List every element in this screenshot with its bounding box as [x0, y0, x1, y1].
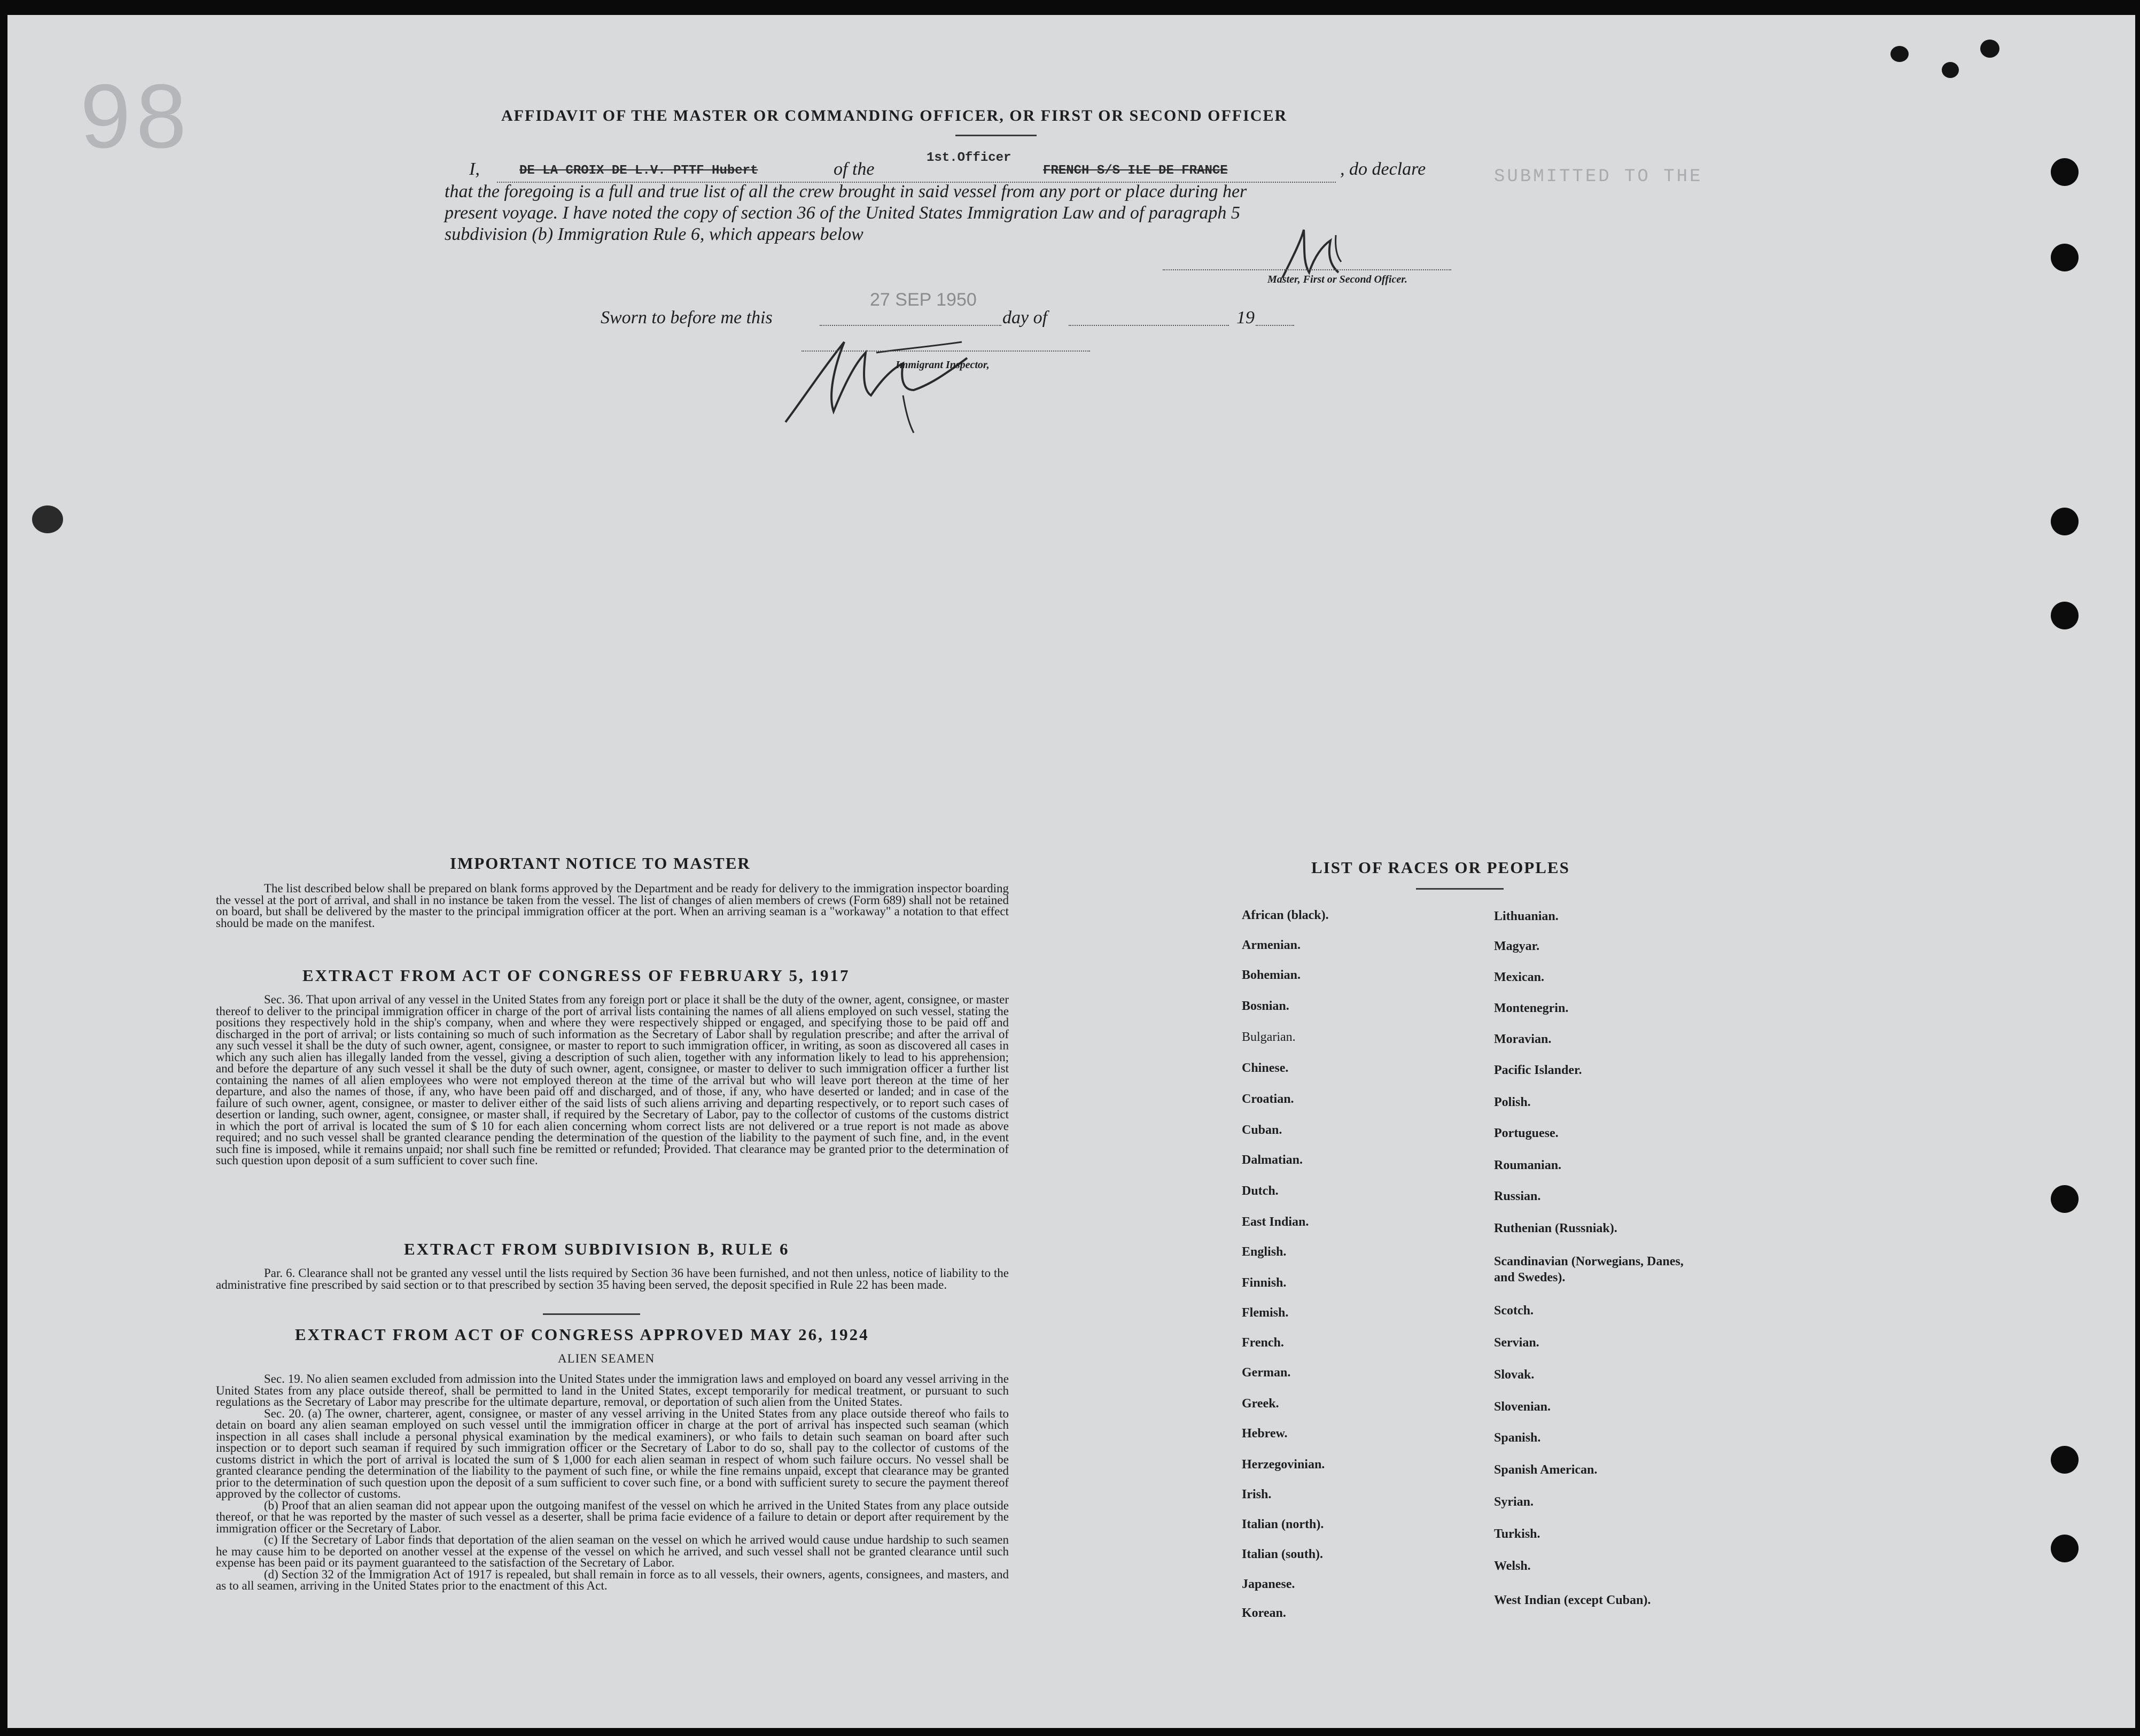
race-right: Spanish American. — [1494, 1463, 1598, 1477]
race-right: Moravian. — [1494, 1032, 1552, 1046]
race-left: Dalmatian. — [1242, 1153, 1303, 1167]
punch-hole — [2051, 1185, 2079, 1213]
sworn-label: Sworn to before me this — [601, 308, 773, 328]
ghost-number: 98 — [80, 66, 192, 167]
race-left: Irish. — [1242, 1488, 1272, 1501]
race-left: French. — [1242, 1336, 1284, 1350]
title-underline — [955, 135, 1037, 136]
faint-stamp: SUBMITTED TO THE — [1494, 167, 1703, 187]
race-left: African (black). — [1242, 908, 1329, 922]
race-right: Polish. — [1494, 1095, 1531, 1109]
sworn-month-line — [1069, 325, 1229, 326]
notice-title: IMPORTANT NOTICE TO MASTER — [450, 854, 751, 873]
extract-1924-text — [216, 1373, 1009, 1592]
punch-hole — [2051, 1446, 2079, 1474]
race-right: West Indian (except Cuban). — [1494, 1593, 1651, 1607]
affidavit-line-4: subdivision (b) Immigration Rule 6, which appears below — [445, 224, 863, 244]
race-right: Montenegrin. — [1494, 1001, 1569, 1015]
race-right: Scandinavian (Norwegians, Danes, and Swedes). — [1494, 1255, 1684, 1285]
sec-20b-paragraph: (b) Proof that an alien seaman did not appear upon the outgoing manifest of the vessel on which he arrived in the United States from any place outside thereof, or that he was reported by the master of such vessel as a deserter, shall be prima facie evidence of a failure to detain or deport after requirement by the immigration officer or the Secretary of Labor. — [216, 1498, 1009, 1535]
race-right: Lithuanian. — [1494, 909, 1559, 923]
race-right: Magyar. — [1494, 939, 1540, 953]
signer-caption: Master, First or Second Officer. — [1267, 274, 1407, 285]
extract-1917-text — [216, 994, 1009, 1166]
race-right: Turkish. — [1494, 1527, 1540, 1541]
race-right: Slovak. — [1494, 1368, 1535, 1382]
inspector-caption: Immigrant Inspector, — [896, 359, 990, 371]
declarant-name: DE LA CROIX DE L.V. PTTF Hubert — [519, 164, 758, 178]
race-right: Servian. — [1494, 1336, 1539, 1350]
sec-20d-paragraph: (d) Section 32 of the Immigration Act of 1917 is repealed, but shall remain in force as to all vessels, their owners, agents, consignees, and masters, and as to all seamen, arriving in the United States prior to the enactment of this Act. — [216, 1567, 1009, 1592]
rule-6-title: EXTRACT FROM SUBDIVISION B, RULE 6 — [404, 1240, 790, 1258]
race-right: Ruthenian (Russniak). — [1494, 1221, 1617, 1235]
extract-1924-title: EXTRACT FROM ACT OF CONGRESS APPROVED MAY 26, 1924 — [295, 1325, 869, 1344]
signature-line — [1163, 269, 1451, 270]
race-right: Welsh. — [1494, 1559, 1531, 1573]
races-title: LIST OF RACES OR PEOPLES — [1311, 858, 1570, 877]
sec-20a-paragraph: Sec. 20. (a) The owner, charterer, agent, consignee, or master of any vessel arriving in the United States from any place outside thereof who fails to detain on board any alien seaman employed on such vessel until the immigration officer in charge at the port of arrival has inspected such seaman (which inspection in all cases shall include a personal physical examination by the medical examiners), or who fails to detain such seaman on board after such inspection or to deport such seaman if required by such immigration officer or the Secretary of Labor to do so, shall pay to the collector of customs of the customs district in which the port of arrival is located the sum of $ 1,000 for each alien seaman in respect of whom such failure occurs. No vessel shall be granted clearance pending the determination of the liability to the payment of such fine, or while the fine remains unpaid, except that clearance may be granted prior to the determination of such question upon the deposit of a sum sufficient to cover such fine, or a bond with sufficient surety to secure the payment thereof approved by the collector of customs. — [216, 1406, 1009, 1500]
date-stamp: 27 SEP 1950 — [870, 290, 977, 310]
race-right: Spanish. — [1494, 1431, 1541, 1445]
race-left: Hebrew. — [1242, 1427, 1288, 1441]
race-left: Japanese. — [1242, 1577, 1295, 1591]
affidavit-line-3: present voyage. I have noted the copy of section 36 of the United States Immigration Law and of paragraph 5 — [445, 203, 1240, 223]
race-left: Chinese. — [1242, 1061, 1289, 1075]
of-the-label: of the — [834, 159, 875, 179]
race-left: Bohemian. — [1242, 968, 1301, 982]
race-left: Italian (north). — [1242, 1517, 1324, 1531]
extract-1917-title: EXTRACT FROM ACT OF CONGRESS OF FEBRUARY 5, 1917 — [302, 966, 850, 985]
race-right: Syrian. — [1494, 1495, 1534, 1509]
ink-spot — [1942, 62, 1959, 78]
rule-6-divider — [543, 1313, 640, 1315]
race-right: Mexican. — [1494, 970, 1544, 984]
race-right: Russian. — [1494, 1189, 1541, 1203]
vessel-name: FRENCH S/S ILE DE FRANCE — [1043, 164, 1228, 178]
punch-hole — [2051, 244, 2079, 271]
races-title-underline — [1416, 888, 1504, 890]
race-left: Flemish. — [1242, 1306, 1289, 1320]
punch-hole — [2051, 508, 2079, 535]
punch-hole — [2051, 1535, 2079, 1562]
race-left: Cuban. — [1242, 1123, 1282, 1137]
ink-spot — [1980, 40, 1999, 58]
ink-spot — [1890, 46, 1909, 62]
race-left: Herzegovinian. — [1242, 1458, 1325, 1472]
race-left: Greek. — [1242, 1397, 1279, 1411]
race-left: English. — [1242, 1245, 1287, 1259]
sec-20c-paragraph: (c) If the Secretary of Labor finds that deportation of the alien seaman on the vessel on which he arrived would cause undue hardship to such seamen he may cause him to be deported on another vessel at the expense of the vessel on which he arrived, and such vessel shall not be granted clearance until such expense has been paid or its payment guaranteed to the satisfaction of the Secretary of Labor. — [216, 1533, 1009, 1569]
punch-hole — [2051, 602, 2079, 629]
rule-6-text — [216, 1267, 1009, 1290]
affidavit-line-2: that the foregoing is a full and true list of all the crew brought in said vessel from any port or place during her — [445, 182, 1247, 201]
race-left: German. — [1242, 1366, 1291, 1380]
sworn-year-line — [1256, 325, 1294, 326]
race-left: East Indian. — [1242, 1215, 1309, 1229]
notice-text — [216, 883, 1009, 929]
race-right: Portuguese. — [1494, 1126, 1559, 1140]
race-left: Bulgarian. — [1242, 1030, 1296, 1044]
race-left: Finnish. — [1242, 1276, 1287, 1290]
sec-36-paragraph: Sec. 36. That upon arrival of any vessel in the United States from any foreign port or place it shall be the duty of the owner, agent, consignee, or master thereof to deliver to the principal immigration officer in charge of the port of arrival lists containing the names of all aliens employed on such vessel, stating the positions they respectively hold in the ship's company, when and where they were respectively shipped or engaged, and specifying those to be paid off and discharged in the port of arrival; or lists containing so much of such information as the Secretary of Labor shall by regulation prescribe; and after the arrival of any such vessel it shall be the duty of such owner, agent, consignee, or master to report to such immigration officer, in writing, as soon as discovered all cases in which any such alien has illegally landed from the vessel, giving a description of such alien, together with any information likely to lead to his apprehension; and before the departure of any such vessel it shall be the duty of such owner, agent, consignee, or master to deliver to such immigration officer a further list containing the names of all alien employees who were not employed thereon at the time of the arrival but who will leave port thereon at the time of her departure, and also the names of those, if any, who have been paid off and discharged, and of those, if any, who have deserted or landed; and in case of the failure of such owner, agent, consignee, or master to deliver either of the said lists of such aliens arriving and departing respectively, or to report such cases of desertion or landing, such owner, agent, consignee, or master shall, if required by the Secretary of Labor, pay to the collector of customs of the customs district in which the port of arrival is located the sum of $ 10 for each alien concerning whom correct lists are not delivered or a true report is not made as above required; and no such vessel shall be granted clearance pending the determination of the question of the liability to the payment of such fine, and, in the event such fine is imposed, while it remains unpaid; nor shall such fine be remitted or refunded; Provided. That clearance may be granted prior to the determination of such question upon deposit of a sum sufficient to cover such fine. — [216, 993, 1009, 1167]
notice-paragraph: The list described below shall be prepared on blank forms approved by the Department and be ready for delivery to the immigration inspector boarding the vessel at the port of arrival, and shall in no instance be taken from the vessel. The list of changes of alien members of crews (Form 689) shall not be retained on board, but shall be delivered by the master to the principal immigration officer at the port. When an arriving seaman is a "workaway" a notation to that effect should be made on the manifest. — [216, 882, 1009, 930]
race-right: Roumanian. — [1494, 1158, 1562, 1172]
i-label: I, — [469, 159, 480, 179]
extract-1924-subtitle: ALIEN SEAMEN — [558, 1352, 655, 1365]
day-of-label: day of — [1002, 308, 1048, 328]
inspector-signature — [769, 321, 994, 438]
affidavit-title: AFFIDAVIT OF THE MASTER OR COMMANDING OFFICER, OR FIRST OR SECOND OFFICER — [501, 107, 1288, 124]
race-left: Dutch. — [1242, 1184, 1279, 1198]
declare-label: , do declare — [1340, 159, 1426, 179]
race-left: Bosnian. — [1242, 999, 1289, 1013]
race-right: Slovenian. — [1494, 1400, 1551, 1414]
rank: 1st.Officer — [927, 151, 1011, 165]
sec-19-paragraph: Sec. 19. No alien seamen excluded from admission into the United States under the immigration laws and employed on board any vessel arriving in the United States from any place outside thereof, shall be permitted to land in the United States, except temporarily for medical treatment, or pursuant to such regulations as the Secretary of Labor may prescribe for the ultimate departure, removal, or deportation of such alien from the United States. — [216, 1372, 1009, 1408]
race-left: Armenian. — [1242, 938, 1301, 952]
year-prefix: 19 — [1236, 308, 1255, 328]
par-6-paragraph: Par. 6. Clearance shall not be granted any vessel until the lists required by Section 36 have been furnished, and not then unless, notice of liability to the administrative fine prescribed by said section or to that prescribed by section 35 having been served, the deposit specified in Rule 22 has been made. — [216, 1266, 1009, 1291]
inspector-line — [801, 351, 1090, 352]
race-left: Croatian. — [1242, 1092, 1294, 1106]
ink-smudge — [32, 505, 63, 533]
race-right: Scotch. — [1494, 1304, 1534, 1318]
race-left: Korean. — [1242, 1606, 1286, 1620]
punch-hole — [2051, 158, 2079, 186]
race-left: Italian (south). — [1242, 1547, 1324, 1561]
race-right: Pacific Islander. — [1494, 1063, 1582, 1077]
